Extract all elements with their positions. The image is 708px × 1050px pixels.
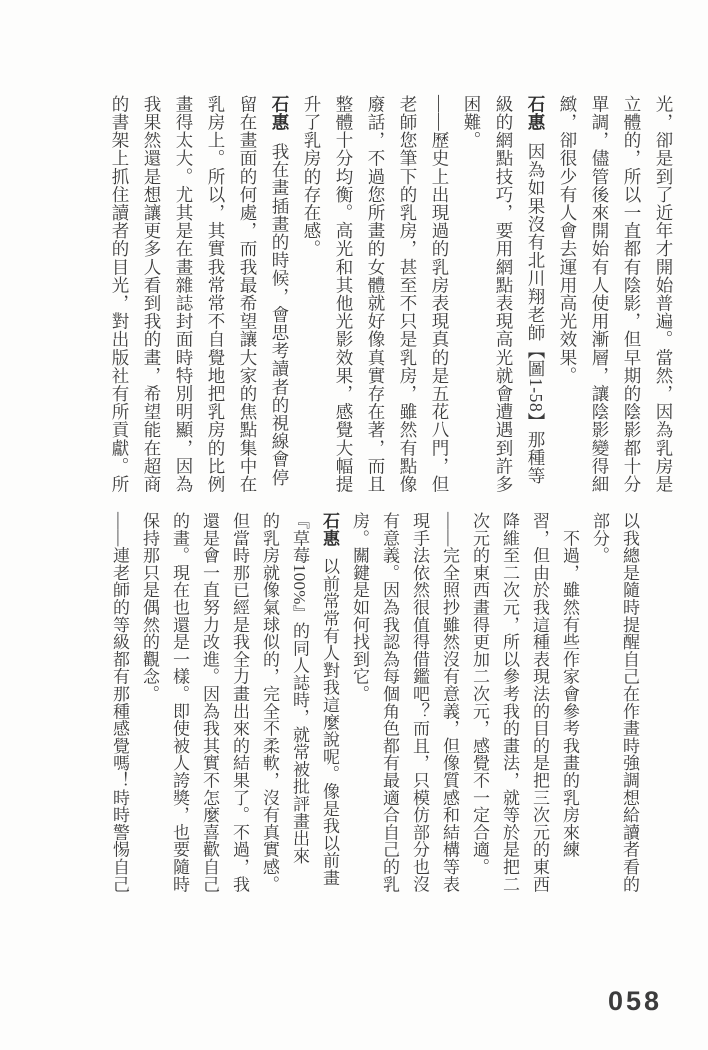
column-text: 房。關鍵是如何找到它。 — [350, 512, 369, 703]
text-column — [264, 95, 296, 499]
text-column — [328, 95, 360, 499]
text-column — [424, 95, 456, 499]
column-text: 困難。 — [462, 95, 482, 150]
text-column — [552, 95, 584, 499]
column-text: 我在畫插畫的時候，會思考讀者的視線會停 — [270, 142, 290, 487]
text-column — [554, 512, 584, 898]
column-text: 有意義。因為我認為每個角色都有最適合自己的乳 — [380, 512, 399, 893]
column-text: ——連老師的等級都有那種感覺嗎！時時警惕自己 — [110, 512, 129, 893]
text-column — [224, 512, 254, 898]
text-column — [296, 95, 328, 499]
text-column — [392, 95, 424, 499]
column-text: 還是會一直努力改進。因為我其實不怎麼喜歡自己 — [200, 512, 219, 893]
text-column — [616, 95, 648, 499]
text-column — [104, 95, 136, 499]
text-column — [104, 512, 134, 898]
text-column — [494, 512, 524, 898]
column-text: 單調，儘管後來開始有人使用漸層，讓陰影變得細 — [590, 95, 610, 494]
column-text: 以前常常有人對我這麼說呢。像是我以前畫 — [320, 557, 339, 887]
column-text: 緻，卻很少有人會去運用高光效果。 — [558, 95, 578, 385]
speaker-label: 石惠 — [526, 95, 546, 132]
column-text: 乳房上。所以，其實我常常不自覺地把乳房的比例 — [206, 95, 226, 494]
text-column — [488, 95, 520, 499]
text-column — [194, 512, 224, 898]
column-text: 整體十分均衡。高光和其他光影效果，感覺大幅提 — [334, 95, 354, 494]
column-text: 老師您筆下的乳房，甚至不只是乳房，雖然有點像 — [398, 95, 418, 494]
text-column — [136, 95, 168, 499]
column-text: ——完全照抄雖然沒有意義，但像質感和結構等表 — [440, 512, 459, 893]
column-text: 『草莓100%』的同人誌時，就常被批評畫出來 — [290, 512, 309, 865]
text-column — [520, 95, 552, 499]
text-column — [374, 512, 404, 898]
column-text: 保持那只是偶然的觀念。 — [140, 512, 159, 703]
column-text: 不過，雖然有些作家會參考我畫的乳房來練 — [560, 512, 579, 858]
column-text: 畫得太大。尤其是在畫雜誌封面時特別明顯，因為 — [174, 95, 194, 494]
column-text: ——歷史上出現過的乳房表現真的是五花八門，但 — [430, 95, 450, 494]
text-column — [464, 512, 494, 898]
text-column — [164, 512, 194, 898]
column-text: 因為如果沒有北川翔老師【圖1-58】那種等 — [526, 142, 546, 485]
column-text: 的書架上抓住讀者的目光，對出版社有所貢獻。所 — [110, 95, 130, 494]
text-column — [360, 95, 392, 499]
text-column — [404, 512, 434, 898]
text-column — [614, 512, 644, 898]
text-column — [134, 512, 164, 898]
speaker-label: 石惠 — [270, 95, 290, 132]
text-column — [524, 512, 554, 898]
column-text: 部分。 — [590, 512, 609, 564]
column-text: 以我總是隨時提醒自己在作畫時強調想給讀者看的 — [620, 512, 639, 893]
column-text: 級的網點技巧，要用網點表現高光就會遭遇到許多 — [494, 95, 514, 494]
text-column — [200, 95, 232, 499]
column-text: 立體的，所以一直都有陰影，但早期的陰影都十分 — [622, 95, 642, 494]
column-text: 光，卻是到了近年才開始普遍。當然，因為乳房是 — [654, 95, 674, 494]
text-column — [232, 95, 264, 499]
text-column — [584, 512, 614, 898]
text-column — [254, 512, 284, 898]
speaker-label: 石惠 — [320, 512, 339, 547]
column-text: 的乳房就像氣球似的，完全不柔軟，沒有真實感。 — [260, 512, 279, 893]
text-column — [168, 95, 200, 499]
page-number: 058 — [607, 986, 662, 1016]
column-text: 習，但由於我這種表現法的目的是把三次元的東西 — [530, 512, 549, 893]
text-column — [284, 512, 314, 898]
column-text: 次元的東西畫得更加二次元，感覺不一定合適。 — [470, 512, 489, 876]
bottom-text-block — [104, 512, 644, 898]
text-column — [434, 512, 464, 898]
text-column — [584, 95, 616, 499]
text-column — [344, 512, 374, 898]
text-column — [648, 95, 680, 499]
column-text: 留在畫面的何處，而我最希望讓大家的焦點集中在 — [238, 95, 258, 494]
text-column — [314, 512, 344, 898]
top-text-block — [104, 95, 680, 499]
column-text: 廢話，不過您所畫的女體就好像真實存在著，而且 — [366, 95, 386, 494]
text-column — [456, 95, 488, 499]
column-text: 的畫。現在也還是一樣。即使被人誇獎，也要隨時 — [170, 512, 189, 893]
column-text: 現手法依然很值得借鑑吧？而且，只模仿部分也沒 — [410, 512, 429, 893]
column-text: 升了乳房的存在感。 — [302, 95, 322, 258]
column-text: 我果然還是想讓更多人看到我的畫，希望能在超商 — [142, 95, 162, 494]
column-text: 但當時那已經是我全力畫出來的結果了。不過，我 — [230, 512, 249, 893]
column-text: 降維至二次元，所以參考我的畫法，就等於是把二 — [500, 512, 519, 893]
